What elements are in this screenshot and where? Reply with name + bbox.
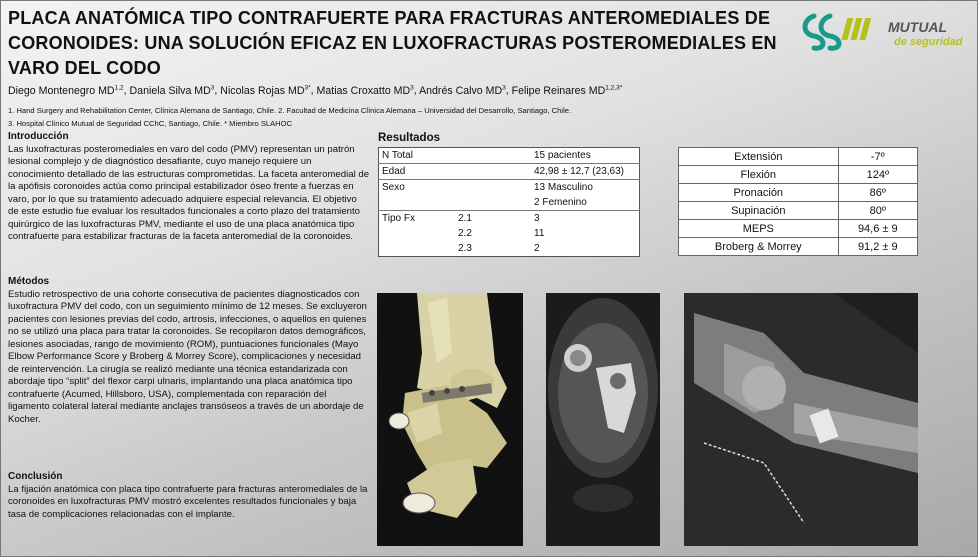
cell-label: Broberg & Morrey (679, 238, 839, 256)
cell-label: Edad (379, 164, 532, 180)
axial-ct-image (546, 293, 660, 546)
table-row (679, 166, 918, 184)
poster-title: PLACA ANATÓMICA TIPO CONTRAFUERTE PARA FRACTURAS ANTEROMEDIALES DE CORONOIDES: UNA SOLUCIÓN EFICAZ EN LUXOFRACTURAS POSTEROMEDIALES EN VARO DEL CODO (8, 8, 777, 78)
cell-type: 2.1 (458, 213, 472, 224)
cell-value: -7º (838, 148, 917, 166)
cell-label: Supinación (679, 202, 839, 220)
mutual-logo-icon (800, 8, 976, 52)
cell-value: 80º (838, 202, 917, 220)
cell-label: Extensión (679, 148, 839, 166)
conclusion-text: La fijación anatómica con placa tipo contrafuerte para fracturas anteromediales de la coronoides en luxofracturas PMV mostró excelentes resultados funcionales y baja tasa de complicaciones relacionadas con el implante. (8, 483, 368, 520)
affiliations-line-1: 1. Hand Surgery and Rehabilitation Center, Clínica Alemana de Santiago, Chile. 2. Facultad de Medicina Clínica Alemana – Universidad del Desarrollo, Santiago, Chile. (8, 106, 572, 115)
cell-value: 2 (534, 243, 540, 254)
intro-section (8, 131, 370, 244)
table-row (379, 180, 640, 196)
cell-label: Flexión (679, 166, 839, 184)
table-row (679, 202, 918, 220)
table-row (379, 164, 640, 180)
cell-empty (379, 195, 532, 211)
cell-value: 3 (534, 213, 540, 224)
cell-label: N Total (379, 148, 532, 164)
affiliations-line-2: 3. Hospital Clínico Mutual de Seguridad CChC, Santiago, Chile. * Miembro SLAHOC (8, 119, 293, 128)
intro-heading: Introducción (8, 131, 69, 142)
lateral-xray-image (684, 293, 918, 546)
cell-label: Tipo Fx (382, 213, 415, 224)
cell-value: 94,6 ± 9 (838, 220, 917, 238)
svg-text:MUTUAL: MUTUAL (888, 19, 948, 35)
author: Nicolas Rojas $MD^{3*}$ (220, 84, 311, 97)
cell-value: 91,2 ± 9 (838, 238, 917, 256)
table-row (379, 226, 640, 241)
cell-value: 86º (838, 184, 917, 202)
intro-text: Las luxofracturas posteromediales en varo del codo (PMV) representan un patrón lesional complejo y de diagnóstico desafiante, cuyo manejo requiere un conocimiento detallado de las estructuras comprometidas. La faceta anteromedial de la apófisis coronoides actúa como principal estabilizador óseo frente a fuerzas en varo, por lo que su tratamiento adecuado adquiere especial relevancia. El objetivo de este estudio fue evaluar los resultados funcionales a corto plazo del tratamiento quirúrgico de las luxofracturas PMV, mediante el uso de una placa anatómica tipo contrafuerte para estabilizar fracturas de la faceta anteromedial de la coronoides. (8, 143, 370, 242)
table-row (679, 148, 918, 166)
methods-section (8, 276, 370, 426)
author: Daniela Silva $MD^3$ (129, 84, 215, 97)
table-row (679, 238, 918, 256)
svg-text:de seguridad: de seguridad (894, 36, 963, 48)
conclusion-heading: Conclusión (8, 471, 63, 482)
table-row (379, 148, 640, 164)
3d-ct-elbow-image (377, 293, 523, 546)
cell-empty (379, 241, 456, 257)
cell-value: 15 pacientes (531, 148, 640, 164)
cell-label: Pronación (679, 184, 839, 202)
table-row (679, 184, 918, 202)
cell-type: 2.2 (458, 228, 472, 239)
authors-line: Diego Montenegro MD$^{1,2}$, Daniela Silva $MD^3$, Nicolas Rojas $MD^{3*}$, Matias Croxatto $MD^3$, Andrés Calvo $MD^3$, Felipe Reinares $MD^{1,2,3*}$ (8, 84, 623, 97)
author: Diego Montenegro MD$^{1,2}$ (8, 84, 124, 97)
results-heading: Resultados (378, 132, 440, 144)
mutual-logo (800, 8, 976, 52)
table-row (679, 220, 918, 238)
table-row (379, 195, 640, 211)
cell-value: 42,98 ± 12,7 (23,63) (531, 164, 640, 180)
cell-type: 2.3 (458, 243, 472, 254)
table-row (379, 211, 640, 227)
author: Andrés Calvo $MD^3$ (419, 84, 506, 97)
outcomes-table (678, 147, 918, 256)
cell-value: 13 Masculino (534, 182, 593, 193)
cell-label: Sexo (382, 182, 405, 193)
cell-empty (379, 226, 456, 241)
cell-value: 11 (534, 228, 545, 239)
methods-text: Estudio retrospectivo de una cohorte consecutiva de pacientes diagnosticados con luxofractura PMV del codo, con un seguimiento mínimo de 12 meses. Se excluyeron pacientes con lesiones previas del codo, artrosis, infecciones, o aquellos en quienes no se utilizó una placa para tratar la coronoides. Se recopilaron datos demográficos, lesiones asociadas, rango de movimiento (ROM), puntuaciones funcionales (Mayo Elbow Performance Score y Broberg & Morrey Score), complicaciones y necesidad de reintervención. La cirugía se realizó mediante una técnica estandarizada con abordaje tipo “split” del flexor carpi ulnaris, implantando una placa anatómica tipo contrafuerte (Acumed, Hillsboro, USA), complementada con reparación del ligamento colateral lateral mediante anclajes transóseos a través de un abordaje de Kocher. (8, 288, 367, 425)
demographics-table (378, 147, 640, 257)
author: Matias Croxatto $MD^3$ (316, 84, 414, 97)
table-row (379, 241, 640, 257)
conclusion-section (8, 471, 370, 521)
author: Felipe Reinares $MD^{1,2,3*}$ (511, 84, 623, 97)
cell-label: MEPS (679, 220, 839, 238)
methods-heading: Métodos (8, 276, 50, 287)
cell-value: 2 Femenino (531, 195, 640, 211)
cell-value: 124º (838, 166, 917, 184)
